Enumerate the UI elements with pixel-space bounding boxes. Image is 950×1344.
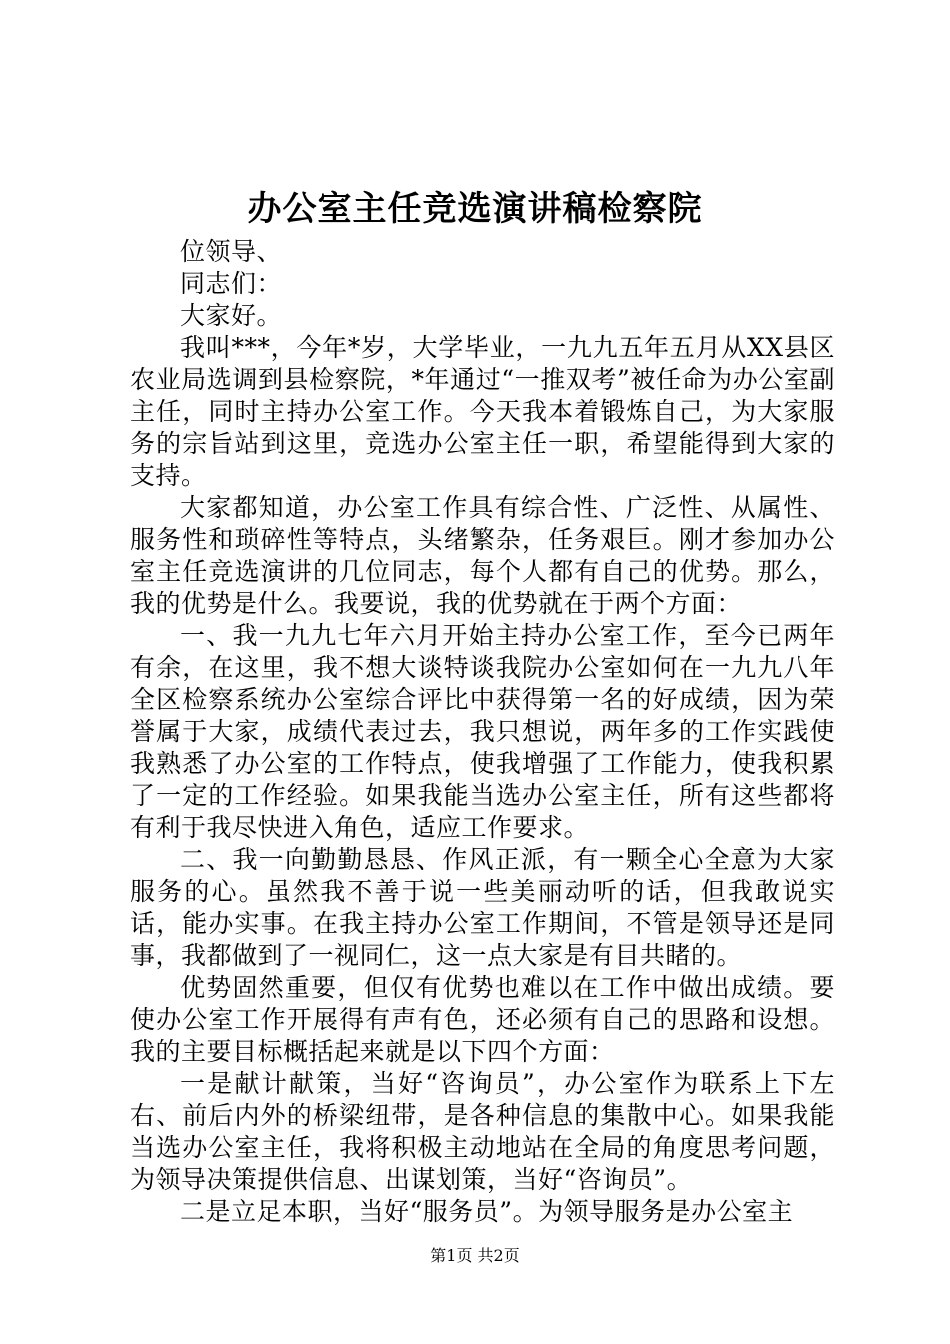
paragraph-greeting: 大家好。: [180, 301, 283, 330]
paragraph-salutation-2: 同志们：: [180, 269, 283, 298]
page-footer: [0, 1245, 950, 1267]
total-pages: 共2页: [477, 1246, 520, 1265]
paragraph-goal-one: 一是献计献策，当好“咨询员”，办公室作为联系上下左右、前后内外的桥梁纽带，是各种信息的集散中心。如果我能当选办公室主任，我将积极主动地站在全局的角度思考问题，为领导决策提供信息、出谋划策，当好“咨询员”。: [130, 1069, 835, 1194]
document-title: 办公室主任竞选演讲稿检察院: [247, 189, 703, 229]
paragraph-office-characteristics: 大家都知道，办公室工作具有综合性、广泛性、从属性、服务性和琐碎性等特点，头绪繁杂，任务艰巨。刚才参加办公室主任竞选演讲的几位同志，每个人都有自己的优势。那么，我的优势是什么。我要说，我的优势就在于两个方面：: [130, 493, 835, 618]
paragraph-goals-intro: 优势固然重要，但仅有优势也难以在工作中做出成绩。要使办公室工作开展得有声有色，还必须有自己的思路和设想。我的主要目标概括起来就是以下四个方面：: [130, 973, 835, 1066]
page-number: 第1页: [430, 1246, 473, 1265]
document-body: [130, 236, 835, 1228]
paragraph-introduction: 我叫***，今年*岁，大学毕业，一九九五年五月从XX县区农业局选调到县检察院，*年通过“一推双考”被任命为办公室副主任，同时主持办公室工作。今天我本着锻炼自己，为大家服务的宗旨站到这里，竞选办公室主任一职，希望能得到大家的支持。: [130, 333, 835, 490]
paragraph-goal-two: 二是立足本职，当好“服务员”。为领导服务是办公室主: [180, 1197, 794, 1226]
paragraph-advantage-one: 一、我一九九七年六月开始主持办公室工作，至今已两年有余，在这里，我不想大谈特谈我院办公室如何在一九九八年全区检察系统办公室综合评比中获得第一名的好成绩，因为荣誉属于大家，成绩代表过去，我只想说，两年多的工作实践使我熟悉了办公室的工作特点，使我增强了工作能力，使我积累了一定的工作经验。如果我能当选办公室主任，所有这些都将有利于我尽快进入角色，适应工作要求。: [130, 621, 835, 842]
paragraph-advantage-two: 二、我一向勤勤恳恳、作风正派，有一颗全心全意为大家服务的心。虽然我不善于说一些美丽动听的话，但我敢说实话，能办实事。在我主持办公室工作期间，不管是领导还是同事，我都做到了一视同仁，这一点大家是有目共睹的。: [130, 845, 835, 970]
paragraph-salutation-1: 位领导、: [180, 237, 283, 266]
